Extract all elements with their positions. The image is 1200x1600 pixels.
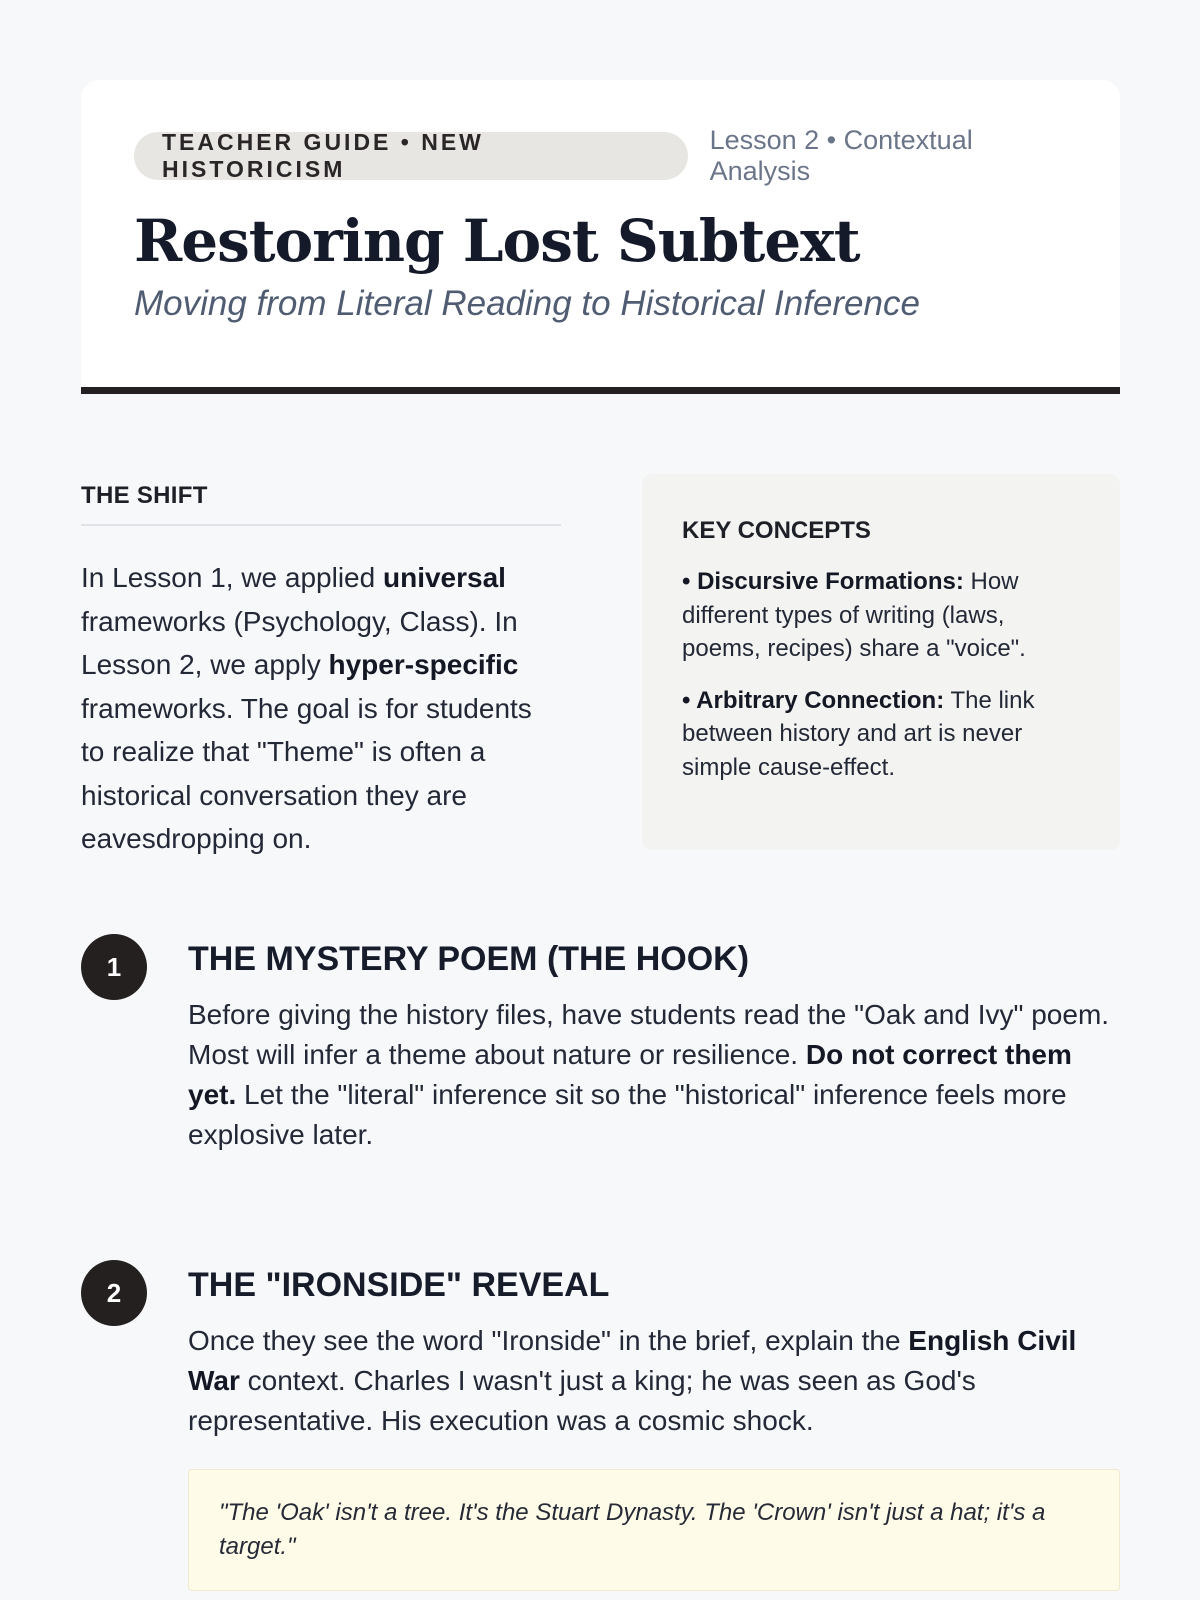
shift-text-1: In Lesson 1, we applied — [81, 562, 383, 593]
step-body — [188, 1265, 1120, 1591]
shift-text-3: frameworks. The goal is for students to realize that "Theme" is often a historical conversation they are eavesdropping on. — [81, 692, 532, 854]
step-title: THE "IRONSIDE" REVEAL — [188, 1266, 610, 1304]
page-title: Restoring Lost Subtext — [134, 207, 860, 275]
step-title: THE MYSTERY POEM (THE HOOK) — [188, 940, 750, 978]
step-text-2: context. Charles I wasn't just a king; he was seen as God's representative. His execution was a cosmic shock. — [188, 1365, 976, 1436]
shift-text-2: frameworks (Psychology, Class). In Lesson 2, we apply — [81, 605, 518, 680]
guide-badge: TEACHER GUIDE • NEW HISTORICISM — [134, 132, 688, 180]
shift-bold-hyper-specific: hyper-specific — [328, 649, 519, 680]
step-text-1: Before giving the history files, have students read the "Oak and Ivy" poem. Most will infer a theme about nature or resilience. — [188, 999, 1110, 1070]
header-meta-row — [134, 125, 1067, 186]
concept-text: How different types of writing (laws, poems, recipes) share a "voice". — [682, 568, 1026, 662]
intro-section — [81, 474, 1120, 854]
header-card — [81, 80, 1120, 394]
step-bold-text: English Civil War — [188, 1325, 1077, 1396]
teacher-quote-callout: "The 'Oak' isn't a tree. It's the Stuart Dynasty. The 'Crown' isn't just a hat; it's a target." — [188, 1469, 1120, 1591]
page-subtitle: Moving from Literal Reading to Historical Inference — [134, 284, 920, 323]
shift-paragraph — [81, 556, 561, 861]
step-bold-text: Do not correct them yet. — [188, 1039, 1072, 1110]
concept-item — [682, 684, 1080, 785]
concept-term: • Arbitrary Connection: — [682, 686, 945, 714]
key-concepts-heading: KEY CONCEPTS — [682, 517, 871, 544]
step-text-1: Once they see the word "Ironside" in the brief, explain the — [188, 1325, 909, 1356]
concept-item — [682, 565, 1080, 666]
teacher-guide-page — [81, 80, 1120, 1560]
key-concepts-box — [642, 474, 1120, 850]
step-text — [188, 995, 1120, 1155]
step-number-badge: 2 — [81, 1260, 147, 1326]
shift-bold-universal: universal — [382, 562, 506, 593]
step-body — [188, 939, 1120, 1155]
step-number-badge: 1 — [81, 934, 147, 1000]
shift-column — [81, 474, 561, 861]
shift-heading: THE SHIFT — [81, 474, 561, 526]
concept-text: The link between history and art is never simple cause-effect. — [682, 686, 1035, 781]
lesson-label: Lesson 2 • Contextual Analysis — [709, 125, 973, 186]
step-text — [188, 1321, 1120, 1441]
step-text-2: Let the "literal" inference sit so the "historical" inference feels more explosive later. — [188, 1079, 1067, 1150]
concept-term: • Discursive Formations: — [682, 568, 964, 595]
